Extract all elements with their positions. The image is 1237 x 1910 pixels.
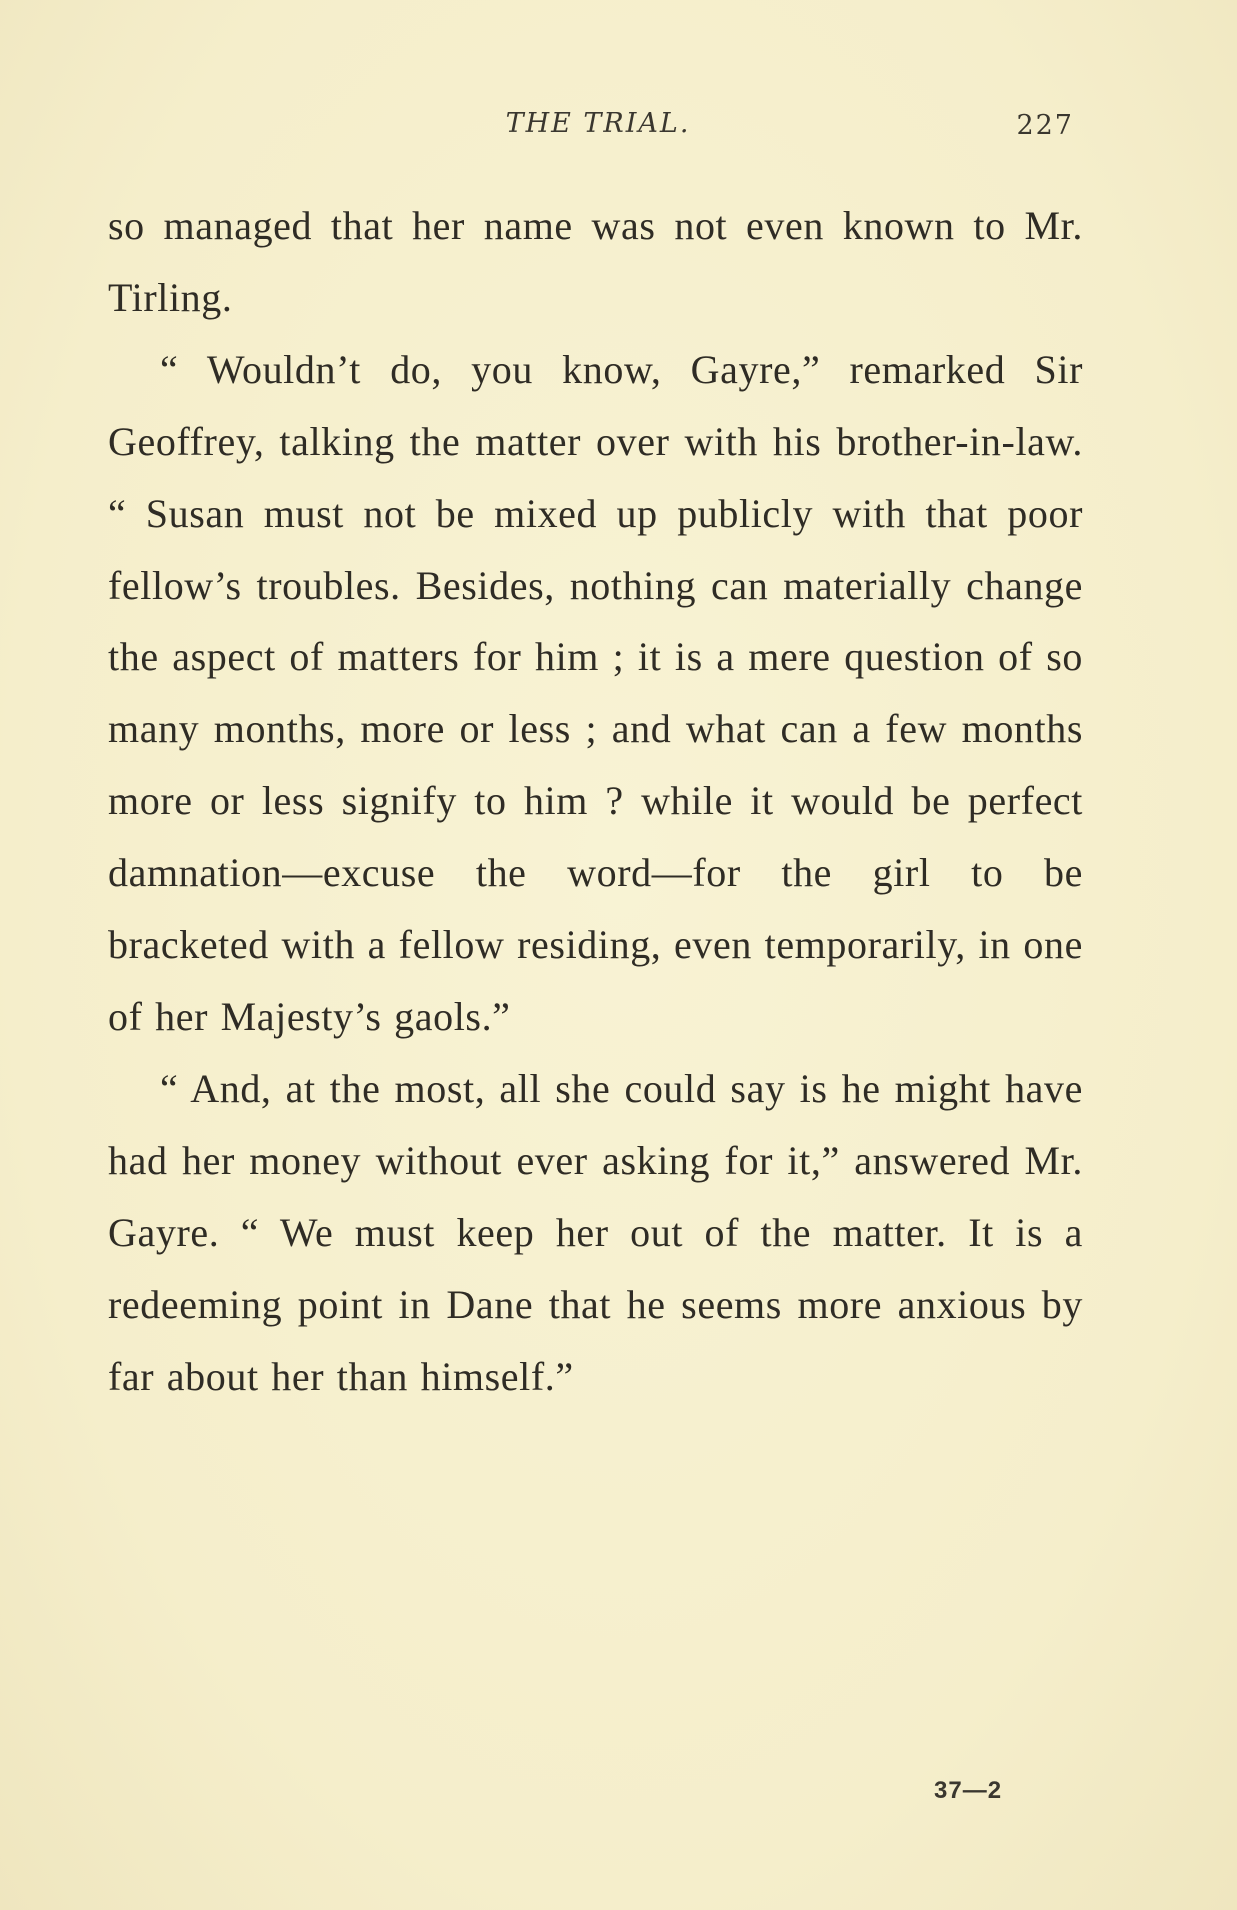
page-number: 227 (1016, 110, 1074, 141)
paragraph-1: so managed that her name was not even known to Mr. Tirling. (108, 203, 1083, 320)
chapter-title: THE TRIAL. (505, 108, 691, 139)
running-head (108, 108, 1088, 148)
signature-mark: 37—2 (934, 1777, 1003, 1804)
body-text (108, 190, 1083, 1412)
paragraph-3: “ And, at the most, all she could say is he might have had her money without ever asking for it,” answered Mr. Gayre. “ We must keep her out of the matter. It is a redeeming point in Dane that he seems more anxious by far about her than himself.” (108, 1065, 1083, 1399)
paragraph-2: “ Wouldn’t do, you know, Gayre,” remarked Sir Geoffrey, talking the matter over with his brother-in-law. “ Susan must not be mixed up publicly with that poor fellow’s troubles. Besides, nothing can materially change the aspect of matters for him ; it is a mere question of so many months, more or less ; and what can a few months more or less signify to him ? while it would be perfect damnation—excuse the word—for the girl to be bracketed with a fellow residing, even temporarily, in one of her Majesty’s gaols.” (108, 346, 1083, 1039)
